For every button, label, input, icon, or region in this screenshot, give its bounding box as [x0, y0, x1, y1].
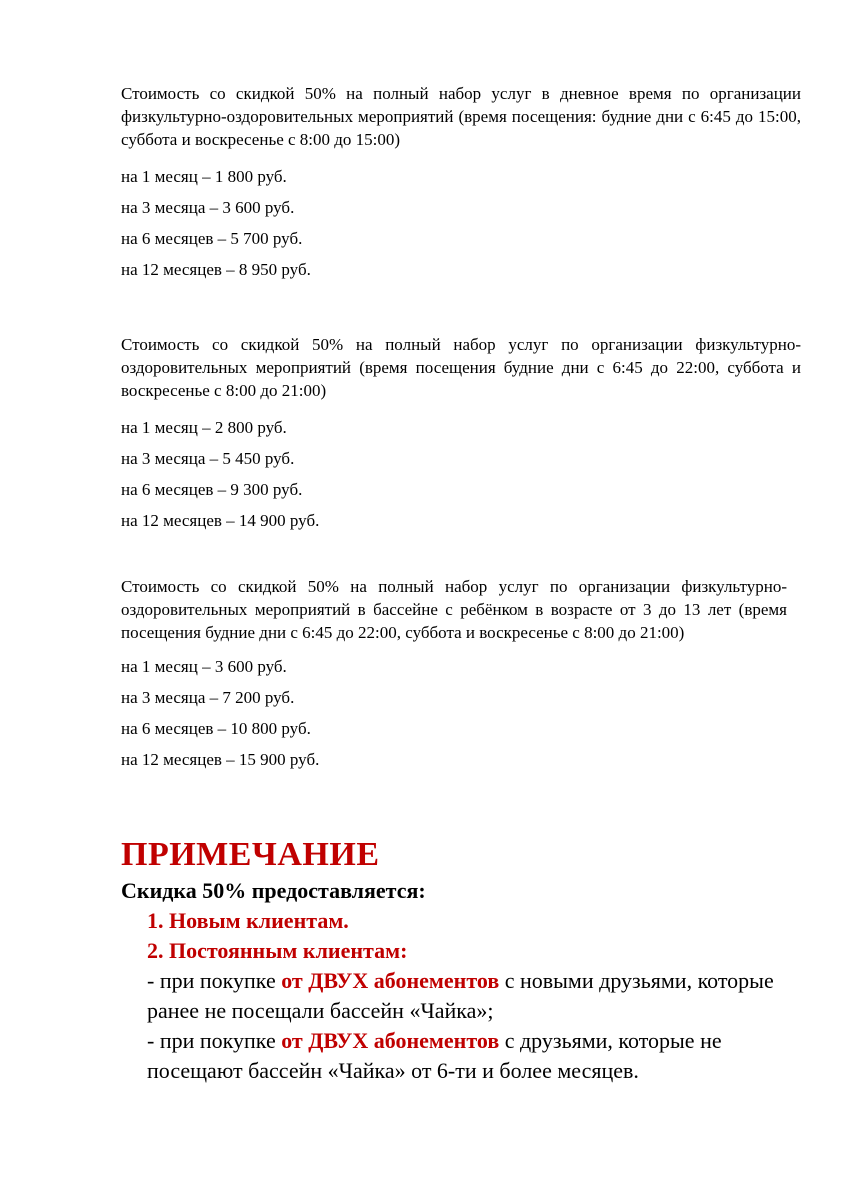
note-condition-returning-friends: [147, 1026, 811, 1086]
note-condition-new-friends: [147, 966, 811, 1026]
note-title: ПРИМЕЧАНИЕ: [121, 836, 380, 873]
price-item-12-months: на 12 месяцев – 14 900 руб.: [121, 511, 320, 530]
note-item-regular-clients: 2. Постоянным клиентам:: [147, 938, 408, 963]
condition-highlight: от ДВУХ абонементов: [281, 1028, 500, 1053]
price-item-1-month: на 1 месяц – 1 800 руб.: [121, 167, 287, 186]
section-description: Стоимость со скидкой 50% на полный набор услуг по организации физкультурно-оздоровительных мероприятий (время посещения будние дни с 6:45 до 22:00, суббота и воскресенье с 8:00 до 21:00): [121, 335, 801, 400]
condition-text-before: - при покупке: [147, 1028, 282, 1053]
price-item-3-months: на 3 месяца – 3 600 руб.: [121, 198, 295, 217]
price-list: [121, 651, 787, 775]
price-item-6-months: на 6 месяцев – 9 300 руб.: [121, 480, 303, 499]
condition-text-before: - при покупке: [147, 968, 282, 993]
condition-text-after: с друзьями, которые не посещают бассейн «Чайка» от 6-ти и более месяцев.: [147, 1028, 722, 1083]
price-section-with-child: [121, 575, 787, 775]
section-description: Стоимость со скидкой 50% на полный набор услуг в дневное время по организации физкультурно-оздоровительных мероприятий (время посещения: будние дни с 6:45 до 15:00, суббота и воскресенье с 8:00 до 15:00): [121, 84, 801, 149]
price-list: [121, 161, 801, 285]
price-item-12-months: на 12 месяцев – 15 900 руб.: [121, 750, 320, 769]
note-block: [121, 834, 811, 1086]
price-item-3-months: на 3 месяца – 5 450 руб.: [121, 449, 295, 468]
condition-text-after: с новыми друзьями, которые ранее не посещали бассейн «Чайка»;: [147, 968, 774, 1023]
price-item-12-months: на 12 месяцев – 8 950 руб.: [121, 260, 311, 279]
condition-highlight: от ДВУХ абонементов: [281, 968, 500, 993]
price-item-6-months: на 6 месяцев – 10 800 руб.: [121, 719, 311, 738]
price-item-1-month: на 1 месяц – 2 800 руб.: [121, 418, 287, 437]
price-item-1-month: на 1 месяц – 3 600 руб.: [121, 657, 287, 676]
note-list: [121, 906, 811, 1086]
price-item-6-months: на 6 месяцев – 5 700 руб.: [121, 229, 303, 248]
price-item-3-months: на 3 месяца – 7 200 руб.: [121, 688, 295, 707]
price-list: [121, 412, 801, 536]
note-subtitle: Скидка 50% предоставляется:: [121, 878, 426, 903]
price-section-full-day: [121, 333, 801, 536]
price-section-daytime: [121, 82, 801, 285]
section-description: Стоимость со скидкой 50% на полный набор услуг по организации физкультурно-оздоровительных мероприятий в бассейне с ребёнком в возрасте от 3 до 13 лет (время посещения будние дни с 6:45 до 22:00, суббота и воскресенье с 8:00 до 21:00): [121, 577, 787, 642]
note-item-new-clients: 1. Новым клиентам.: [147, 908, 349, 933]
